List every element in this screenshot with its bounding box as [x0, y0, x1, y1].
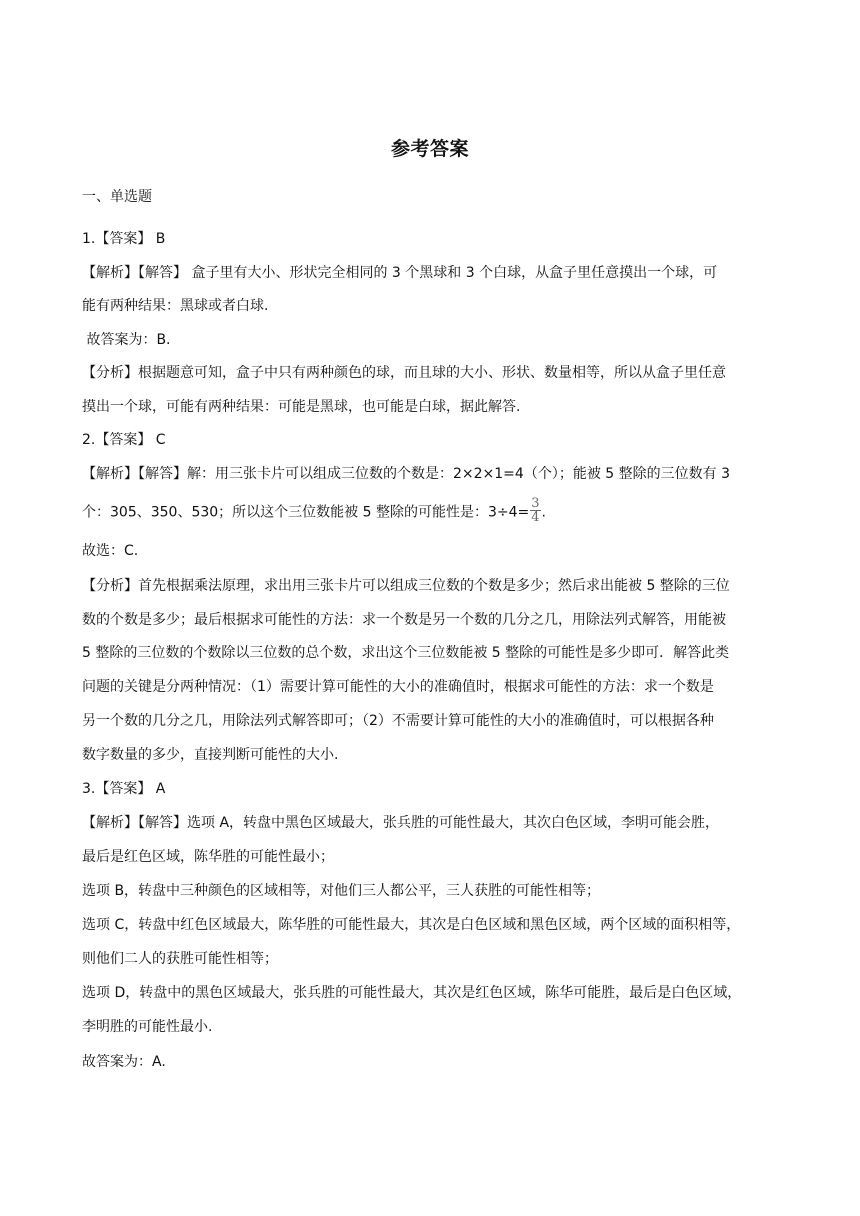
- q3-answer: 3.【答案】 A: [82, 781, 166, 797]
- q1-reasoning-line-2: 摸出一个球，可能有两种结果：可能是黑球，也可能是白球，据此解答.: [82, 399, 521, 415]
- section-heading: 一、单选题: [82, 189, 152, 205]
- q2-reasoning-line-6: 数字数量的多少，直接判断可能性的大小.: [82, 747, 339, 763]
- q1-reasoning-line-1: 【分析】根据题意可知，盒子中只有两种颜色的球，而且球的大小、形状、数量相等，所以从盒子里任意: [82, 365, 726, 381]
- q3-analysis-line-4: 选项 C，转盘中红色区域最大，陈华胜的可能性最大，其次是白色区域和黑色区域，两个区域的面积相等，: [82, 917, 741, 933]
- q3-analysis-line-2: 最后是红色区域，陈华胜的可能性最小；: [82, 849, 334, 865]
- q2-conclusion: 故选：C.: [82, 543, 139, 559]
- q2-analysis-text: 个：305、350、530；所以这个三位数能被 5 整除的可能性是：3÷4=: [82, 504, 530, 521]
- q2-analysis-line-1: 【解析】【解答】解：用三张卡片可以组成三位数的个数是：2×2×1=4（个）；能被 5 整除的三位数有 3: [82, 466, 730, 482]
- fraction-three-quarters: [530, 497, 540, 524]
- q2-answer: 2.【答案】 C: [82, 432, 166, 448]
- q1-analysis-line-2: 能有两种结果：黑球或者白球.: [82, 298, 269, 314]
- q2-analysis-line-2: [82, 496, 782, 526]
- q1-answer: 1.【答案】 B: [82, 231, 166, 247]
- fraction-numerator: 3: [531, 496, 540, 511]
- q3-analysis-line-7: 李明胜的可能性最小.: [82, 1019, 213, 1035]
- q2-reasoning-line-2: 数的个数是多少；最后根据求可能性的方法：求一个数是另一个数的几分之几，用除法列式解答，用能被: [82, 612, 726, 628]
- q3-analysis-line-5: 则他们二人的获胜可能性相等；: [82, 951, 278, 967]
- q2-reasoning-line-5: 另一个数的几分之几，用除法列式解答即可；（2）不需要计算可能性的大小的准确值时，可以根据各种: [82, 713, 714, 729]
- q1-conclusion: 故答案为：B.: [82, 332, 171, 348]
- q2-reasoning-line-1: 【分析】首先根据乘法原理，求出用三张卡片可以组成三位数的个数是多少；然后求出能被 5 整除的三位: [82, 578, 730, 594]
- q1-analysis-line-1: 【解析】【解答】 盒子里有大小、形状完全相同的 3 个黑球和 3 个白球，从盒子里任意摸出一个球，可: [82, 265, 718, 281]
- q3-conclusion: 故答案为：A.: [82, 1054, 166, 1070]
- q3-analysis-line-6: 选项 D，转盘中的黑色区域最大，张兵胜的可能性最大，其次是红色区域，陈华可能胜，最后是白色区域，: [82, 985, 742, 1001]
- q2-reasoning-line-3: 5 整除的三位数的个数除以三位数的总个数，求出这个三位数能被 5 整除的可能性是多少即可．解答此类: [82, 645, 730, 661]
- q2-analysis-period: .: [541, 504, 546, 521]
- fraction-denominator: 4: [531, 510, 540, 525]
- q2-reasoning-line-4: 问题的关键是分两种情况：（1）需要计算可能性的大小的准确值时，根据求可能性的方法：求一个数是: [82, 679, 714, 695]
- page-title: 参考答案: [390, 138, 469, 160]
- q3-analysis-line-3: 选项 B，转盘中三种颜色的区域相等，对他们三人都公平，三人获胜的可能性相等；: [82, 883, 601, 899]
- q3-analysis-line-1: 【解析】【解答】选项 A，转盘中黑色区域最大，张兵胜的可能性最大，其次白色区域，李明可能会胜，: [82, 815, 720, 831]
